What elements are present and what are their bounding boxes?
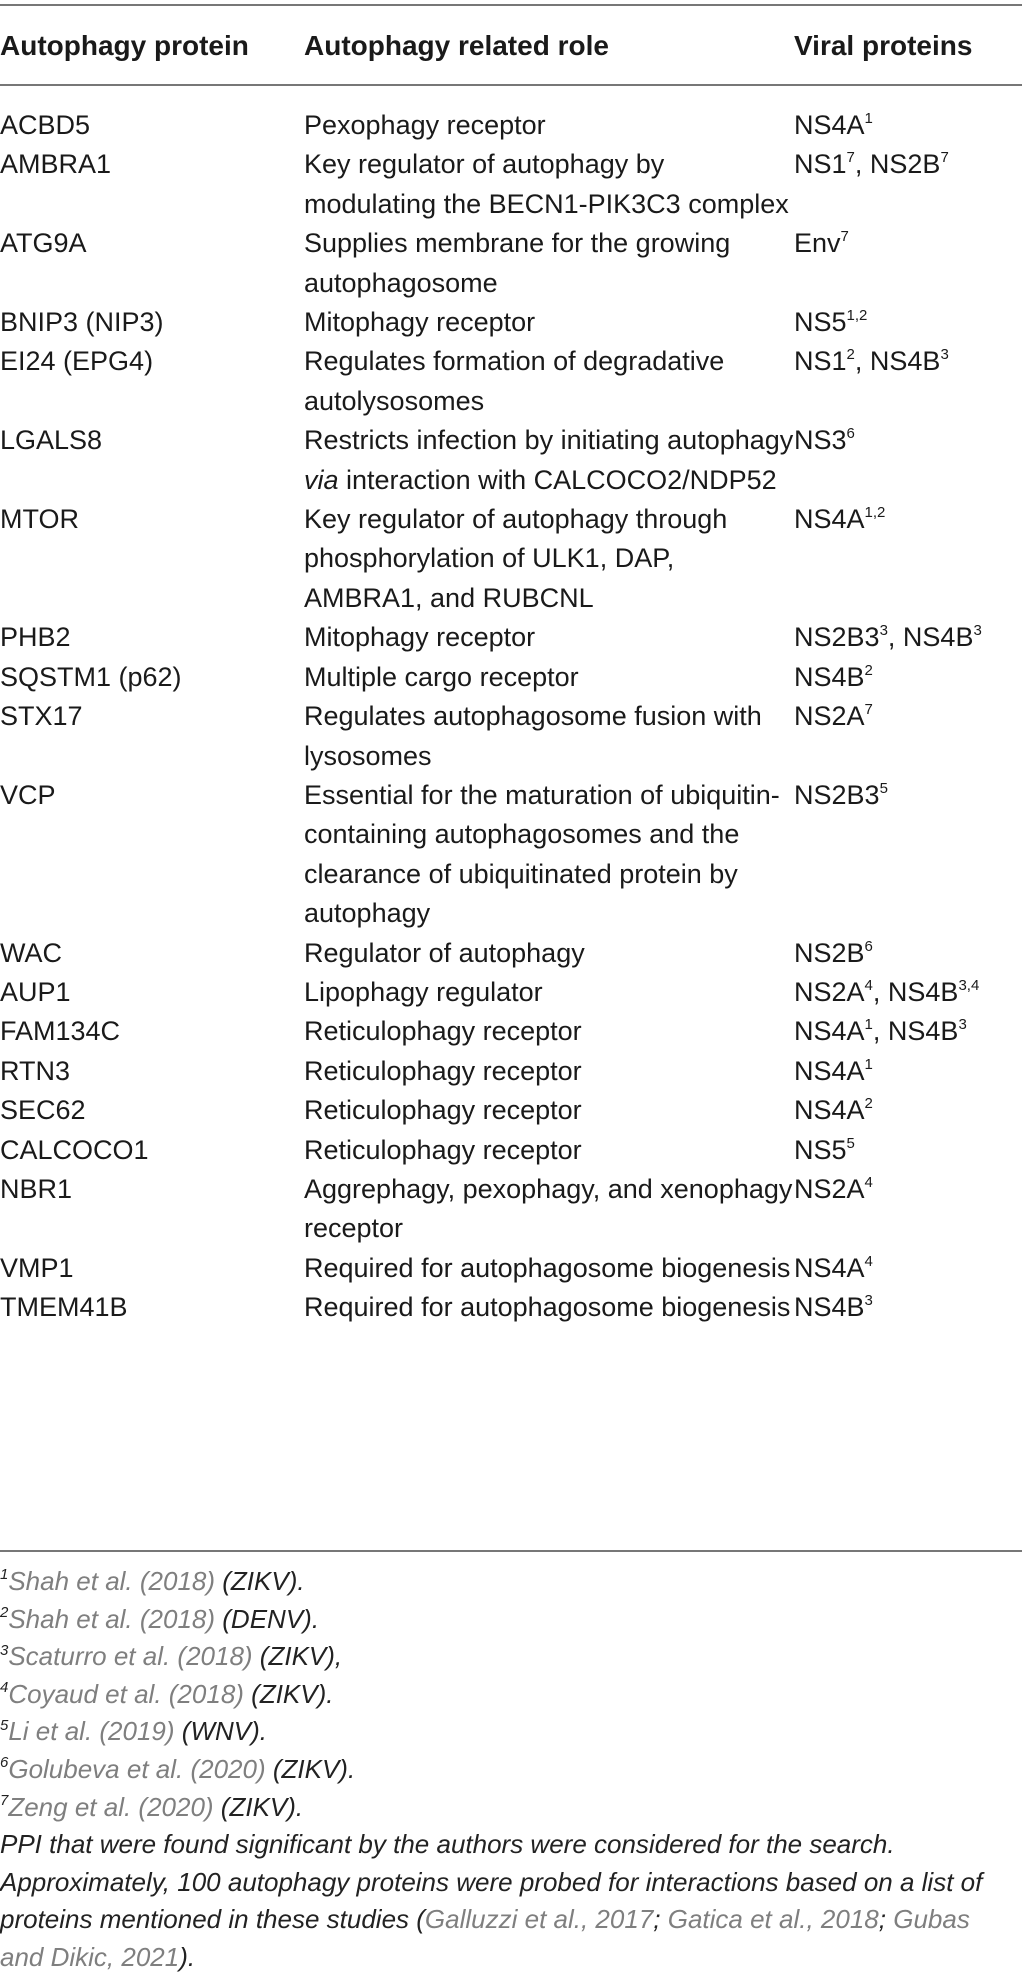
table-row: [0, 697, 1022, 776]
cell-protein: TMEM41B: [0, 1292, 128, 1323]
table-row: [0, 224, 1022, 303]
role-text: interaction with CALCOCO2/NDP52: [338, 464, 777, 495]
viral-footnote-ref: 3: [940, 346, 949, 364]
cell-role: Reticulophagy receptor: [304, 1134, 582, 1165]
cell-role: Mitophagy receptor: [304, 307, 536, 338]
viral-footnote-ref: 7: [864, 701, 873, 719]
footnote-citation[interactable]: Scaturro et al. (2018): [8, 1641, 253, 1672]
role-italic: via: [304, 464, 339, 495]
bottom-rule: [0, 1550, 1022, 1552]
table-row: [0, 1288, 1022, 1327]
table-footnotes: [0, 1563, 1022, 1977]
table-row: [0, 618, 1022, 657]
cell-protein: SEC62: [0, 1095, 86, 1126]
footnote-marker: 3: [0, 1641, 9, 1659]
cell-viral: $NS1^7$, $NS2B^7$: [794, 149, 949, 180]
cell-role: Reticulophagy receptor: [304, 1095, 582, 1126]
viral-protein-name: NS2A: [794, 701, 865, 732]
viral-footnote-ref: 1,2: [864, 504, 886, 522]
viral-protein-name: NS2A: [794, 1173, 865, 1204]
viral-protein-name: NS5: [794, 1134, 847, 1165]
cell-protein: NBR1: [0, 1173, 73, 1204]
viral-footnote-ref: 3: [879, 622, 888, 640]
cell-protein: MTOR: [0, 504, 79, 535]
viral-protein-name: Env: [794, 228, 841, 259]
cell-role: Aggrephagy, pexophagy, and xenophagy receptor: [304, 1173, 793, 1244]
viral-footnote-ref: 3: [958, 1016, 967, 1034]
viral-protein-name: NS4B: [869, 346, 941, 377]
viral-footnote-ref: 5: [846, 1134, 855, 1152]
cell-viral: [794, 224, 1022, 303]
cell-protein: PHB2: [0, 622, 71, 653]
viral-footnote-ref: 3,4: [958, 976, 980, 994]
note-close: ).: [179, 1941, 196, 1972]
viral-protein-name: NS4B: [794, 1292, 865, 1323]
cell-role: Mitophagy receptor: [304, 622, 536, 653]
cell-role: Supplies membrane for the growing autophagosome: [304, 228, 731, 298]
cell-protein: VCP: [0, 779, 56, 810]
footnote-citation[interactable]: Shah et al. (2018): [8, 1603, 216, 1634]
table-row: [0, 1170, 1022, 1249]
footnote-item: [0, 1563, 1022, 1601]
viral-footnote-ref: 4: [864, 976, 873, 994]
cell-protein: AUP1: [0, 976, 71, 1007]
cell-role: [304, 421, 794, 500]
cell-protein: CALCOCO1: [0, 1134, 149, 1165]
cell-viral: [794, 1288, 1022, 1327]
note-separator: ;: [653, 1904, 668, 1935]
footnote-virus: (WNV).: [174, 1716, 267, 1747]
table-row: [0, 776, 1022, 934]
footnote-marker: 2: [0, 1603, 9, 1621]
viral-protein-name: NS1: [794, 149, 847, 180]
viral-protein-name: NS4B: [902, 622, 974, 653]
footnote-virus: (DENV).: [215, 1603, 320, 1634]
table-row: [0, 1052, 1022, 1091]
viral-footnote-ref: 1: [864, 1016, 873, 1034]
viral-protein-name: NS4A: [794, 1252, 865, 1283]
table-row: [0, 1091, 1022, 1130]
footnote-citation[interactable]: Coyaud et al. (2018): [8, 1678, 244, 1709]
viral-protein-name: NS2A: [794, 976, 865, 1007]
footnote-marker: 4: [0, 1679, 9, 1697]
table-row: [0, 973, 1022, 1012]
cell-role: Required for autophagosome biogenesis: [304, 1252, 791, 1283]
table-row: [0, 500, 1022, 618]
viral-protein-name: NS2B3: [794, 622, 880, 653]
cell-role: Essential for the maturation of ubiquitin-containing autophagosomes and the clearance of ubiquitinated protein by autophagy: [304, 779, 780, 929]
cell-protein: ATG9A: [0, 228, 87, 259]
cell-viral: $NS4A^1$, $NS4B^3$: [794, 1016, 967, 1047]
viral-protein-name: NS4B: [887, 1016, 959, 1047]
cell-role: Regulates formation of degradative autolysosomes: [304, 346, 725, 416]
footnote-virus: (ZIKV).: [213, 1791, 304, 1822]
viral-footnote-ref: 6: [864, 937, 873, 955]
cell-viral: [794, 1052, 1022, 1091]
footnote-item: [0, 1713, 1022, 1751]
footnote-virus: (ZIKV),: [252, 1641, 343, 1672]
viral-footnote-ref: 1,2: [846, 307, 868, 325]
cell-protein: VMP1: [0, 1252, 74, 1283]
table-row: [0, 342, 1022, 421]
cell-viral: [794, 106, 1022, 145]
viral-footnote-ref: 7: [840, 228, 849, 246]
cell-viral: [794, 1249, 1022, 1288]
cell-protein: LGALS8: [0, 425, 103, 456]
footnote-item: [0, 1638, 1022, 1676]
header-role: Autophagy related role: [304, 30, 609, 61]
footnote-marker: 7: [0, 1791, 9, 1809]
viral-protein-name: NS3: [794, 425, 847, 456]
viral-footnote-ref: 1: [864, 1055, 873, 1073]
viral-footnote-ref: 1: [864, 110, 873, 127]
footnote-marker: 1: [0, 1566, 9, 1584]
viral-protein-name: NS4A: [794, 1016, 865, 1047]
viral-footnote-ref: 2: [864, 1095, 873, 1113]
cell-viral: $NS2A^4$, $NS4B^{3,4}$: [794, 976, 980, 1007]
citation-gatica[interactable]: Gatica et al., 2018: [667, 1904, 879, 1935]
footnote-item: [0, 1789, 1022, 1827]
cell-role: Key regulator of autophagy by modulating the BECN1-PIK3C3 complex: [304, 149, 789, 219]
citation-gubas[interactable]: Gubas: [893, 1904, 970, 1935]
cell-viral: [794, 776, 1022, 934]
table-row: [0, 145, 1022, 224]
cell-viral: $NS2B3^3$, $NS4B^3$: [794, 622, 982, 653]
footnote-citation[interactable]: Li et al. (2019): [8, 1716, 175, 1747]
viral-protein-name: NS5: [794, 307, 847, 338]
cell-protein: BNIP3 (NIP3): [0, 307, 164, 338]
viral-protein-name: NS4A: [794, 504, 865, 535]
viral-footnote-ref: 3: [973, 622, 982, 640]
cell-viral: [794, 500, 1022, 618]
cell-viral: [794, 1170, 1022, 1249]
cell-role: Reticulophagy receptor: [304, 1055, 582, 1086]
table-row: [0, 1249, 1022, 1288]
cell-role: Lipophagy regulator: [304, 976, 543, 1007]
note-line-4: [0, 1939, 1022, 1977]
footnote-item: [0, 1751, 1022, 1789]
cell-protein: RTN3: [0, 1055, 71, 1086]
viral-protein-name: NS4A: [794, 1055, 865, 1086]
viral-protein-name: NS4A: [794, 110, 865, 140]
cell-role: Key regulator of autophagy through phosphorylation of ULK1, DAP, AMBRA1, and RUBCNL: [304, 504, 728, 613]
footnote-item: [0, 1676, 1022, 1714]
footnote-marker: 5: [0, 1716, 9, 1734]
cell-protein: STX17: [0, 701, 83, 732]
cell-viral: [794, 1131, 1022, 1170]
cell-role: Regulates autophagosome fusion with lysosomes: [304, 701, 762, 771]
table-row: [0, 934, 1022, 973]
table-row: [0, 106, 1022, 145]
footnote-virus: (ZIKV).: [243, 1678, 334, 1709]
note-separator: ;: [878, 1904, 894, 1935]
cell-role: Pexophagy receptor: [304, 110, 546, 140]
viral-protein-name: NS2B: [794, 937, 865, 968]
table-row: [0, 421, 1022, 500]
viral-protein-name: NS2B: [869, 149, 941, 180]
viral-footnote-ref: 2: [864, 661, 873, 679]
header-protein: Autophagy protein: [0, 30, 249, 61]
viral-footnote-ref: 7: [846, 149, 855, 167]
viral-protein-name: NS1: [794, 346, 847, 377]
note-line-1: PPI that were found significant by the authors were considered for the search.: [0, 1829, 895, 1860]
cell-role: Regulator of autophagy: [304, 937, 585, 968]
header-viral: Viral proteins: [794, 30, 973, 61]
cell-viral: [794, 421, 1022, 500]
footnote-citation[interactable]: Zeng et al. (2020): [8, 1791, 214, 1822]
cell-role: Required for autophagosome biogenesis: [304, 1292, 791, 1323]
table-row: [0, 303, 1022, 342]
citation-gubas-cont[interactable]: and Dikic, 2021: [0, 1941, 180, 1972]
cell-protein: AMBRA1: [0, 149, 112, 180]
cell-protein: ACBD5: [0, 110, 91, 140]
cell-viral: $NS1^2$, $NS4B^3$: [794, 346, 949, 377]
footnote-virus: (ZIKV).: [265, 1753, 356, 1784]
cell-protein: EI24 (EPG4): [0, 346, 154, 377]
viral-protein-name: NS4A: [794, 1095, 865, 1126]
header-rule: [0, 84, 1022, 86]
table-body: [0, 106, 1022, 1328]
viral-footnote-ref: 4: [864, 1173, 873, 1191]
footnote-item: [0, 1601, 1022, 1639]
viral-footnote-ref: 2: [846, 346, 855, 364]
cell-protein: WAC: [0, 937, 62, 968]
viral-footnote-ref: 3: [864, 1292, 873, 1310]
role-text: Restricts infection by initiating autophagy: [304, 425, 794, 456]
viral-footnote-ref: 4: [864, 1252, 873, 1270]
cell-viral: [794, 303, 1022, 342]
footnote-virus: (ZIKV).: [215, 1566, 305, 1596]
viral-protein-name: NS4B: [887, 976, 959, 1007]
viral-footnote-ref: 7: [940, 149, 949, 167]
table-row: [0, 1131, 1022, 1170]
top-rule: [0, 4, 1022, 6]
footnote-citation[interactable]: Shah et al. (2018): [8, 1566, 216, 1596]
cell-protein: FAM134C: [0, 1016, 121, 1047]
table-row: [0, 1012, 1022, 1051]
cell-viral: [794, 934, 1022, 973]
cell-role: Reticulophagy receptor: [304, 1016, 582, 1047]
viral-protein-name: NS4B: [794, 661, 865, 692]
note-line-3: [0, 1901, 1022, 1939]
cell-protein: SQSTM1 (p62): [0, 661, 182, 692]
footnote-marker: 6: [0, 1754, 9, 1772]
note-line-2: Approximately, 100 autophagy proteins were probed for interactions based on a list of: [0, 1866, 983, 1897]
viral-footnote-ref: 6: [846, 425, 855, 443]
cell-viral: [794, 658, 1022, 697]
table-row: [0, 658, 1022, 697]
note-lead: proteins mentioned in these studies (: [0, 1904, 425, 1935]
cell-viral: [794, 697, 1022, 776]
viral-protein-name: NS2B3: [794, 779, 880, 810]
footnote-citation[interactable]: Golubeva et al. (2020): [8, 1753, 266, 1784]
cell-viral: [794, 1091, 1022, 1130]
viral-footnote-ref: 5: [879, 779, 888, 797]
citation-galluzzi[interactable]: Galluzzi et al., 2017: [424, 1904, 654, 1935]
cell-role: Multiple cargo receptor: [304, 661, 579, 692]
